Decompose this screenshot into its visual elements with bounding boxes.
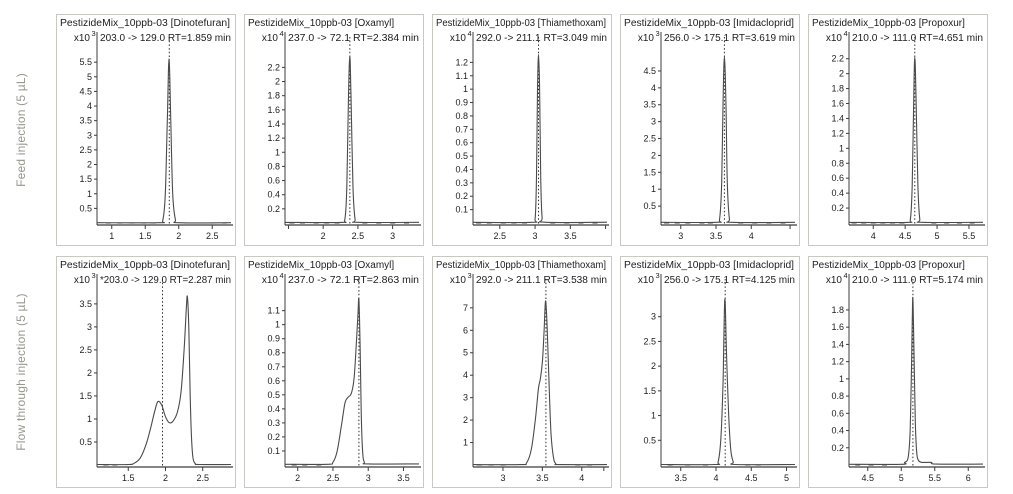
transition-rt-label: 256.0 -> 175.1 RT=4.125 min (664, 275, 795, 286)
x-tick-label: 4.5 (861, 473, 875, 483)
x-tick-label: 2 (176, 231, 182, 241)
y-tick-label: 1 (650, 184, 656, 195)
x-tick-label: 2.5 (326, 473, 340, 483)
chromatogram-plot (245, 15, 423, 245)
y-tick-label: 0.2 (455, 191, 468, 202)
y-tick-label: 0.4 (831, 188, 844, 199)
chromatogram-trace (661, 57, 795, 223)
y-tick-label: 0.1 (267, 445, 280, 456)
y-scale-exponent: 3 (655, 29, 660, 38)
y-tick-label: 0.8 (831, 391, 844, 402)
y-tick-label: 0.5 (643, 201, 656, 212)
y-scale-exponent: 3 (655, 271, 660, 280)
chromatogram-plot (621, 15, 799, 245)
y-tick-label: 2 (650, 150, 656, 161)
panel-title: PestizideMix_10ppb-03 [Propoxur] (812, 18, 965, 29)
y-tick-label: 2.2 (831, 53, 844, 64)
y-tick-label: 1.5 (643, 167, 656, 178)
y-tick-label: 0.2 (831, 442, 844, 453)
y-tick-label: 0.2 (267, 203, 280, 214)
y-scale-exponent: 4 (467, 29, 472, 38)
transition-rt-label: 237.0 -> 72.1 RT=2.384 min (288, 33, 419, 44)
chromatogram-panel-feed-thiamethoxam (432, 14, 612, 246)
y-tick-label: 1 (86, 188, 92, 199)
y-tick-label: 0.8 (455, 110, 468, 121)
y-tick-label: 0.8 (831, 158, 844, 169)
y-tick-label: 3 (650, 116, 656, 127)
y-tick-label: 0.9 (267, 333, 280, 344)
y-tick-label: 4 (650, 82, 656, 93)
x-tick-label: 5 (898, 473, 904, 483)
y-tick-label: 6 (462, 325, 468, 336)
x-tick-label: 2 (320, 231, 326, 241)
x-tick-label: 4 (870, 231, 876, 241)
x-tick-label: 5 (784, 473, 790, 483)
y-tick-label: 2 (462, 415, 468, 426)
y-tick-label: 2.5 (643, 336, 656, 347)
x-tick-label: 4 (713, 473, 719, 483)
chromatogram-plot (809, 15, 987, 245)
y-tick-label: 1 (462, 84, 468, 95)
y-tick-label: 3.5 (79, 298, 92, 309)
row-label-feed-injection: Feed injection (5 µL) (14, 73, 28, 187)
chromatogram-panel-feed-propoxur (808, 14, 988, 246)
y-scale-exponent: 3 (467, 271, 472, 280)
x-tick-label: 2 (295, 473, 301, 483)
y-tick-label: 2.5 (79, 144, 92, 155)
y-tick-label: 0.4 (831, 425, 844, 436)
y-scale-label: x10 (825, 33, 842, 44)
y-tick-label: 3 (650, 311, 656, 322)
y-tick-label: 3 (462, 392, 468, 403)
transition-rt-label: 210.0 -> 111.0 RT=5.174 min (852, 275, 983, 286)
y-scale-label: x10 (73, 33, 90, 44)
y-tick-label: 5 (462, 347, 468, 358)
y-tick-label: 7 (462, 302, 468, 313)
y-tick-label: 0.8 (267, 347, 280, 358)
y-scale-exponent: 4 (279, 29, 284, 38)
y-tick-label: 0.6 (267, 375, 280, 386)
x-tick-label: 1 (109, 231, 115, 241)
x-tick-label: 3 (365, 473, 371, 483)
y-tick-label: 1.8 (831, 83, 844, 94)
x-tick-label: 4 (748, 231, 754, 241)
y-tick-label: 0.5 (455, 151, 468, 162)
y-tick-label: 0.4 (267, 189, 280, 200)
y-tick-label: 0.7 (455, 124, 468, 135)
x-tick-label: 3.5 (397, 473, 410, 483)
chromatogram-panel-flow_through-imidacloprid (620, 256, 800, 488)
y-tick-label: 1.6 (267, 104, 280, 115)
transition-rt-label: 292.0 -> 211.1 RT=3.538 min (476, 275, 607, 286)
y-scale-exponent: 4 (279, 271, 284, 280)
y-tick-label: 0.5 (79, 436, 92, 447)
y-tick-label: 0.6 (267, 175, 280, 186)
y-tick-label: 1.8 (831, 304, 844, 315)
y-tick-label: 1 (838, 373, 844, 384)
panel-title: PestizideMix_10ppb-03 [Oxamyl] (248, 260, 395, 271)
chromatogram-trace (849, 297, 983, 464)
y-tick-label: 0.6 (831, 173, 844, 184)
y-tick-label: 1 (274, 319, 280, 330)
chromatogram-plot (245, 257, 423, 487)
panel-title: PestizideMix_10ppb-03 [Dinotefuran] (60, 18, 231, 29)
transition-rt-label: 203.0 -> 129.0 RT=1.859 min (100, 33, 231, 44)
y-tick-label: 0.8 (267, 161, 280, 172)
y-scale-label: x10 (261, 275, 278, 286)
y-tick-label: 0.6 (831, 408, 844, 419)
y-tick-label: 1.2 (267, 133, 280, 144)
x-tick-label: 4 (579, 473, 585, 483)
y-tick-label: 0.4 (267, 403, 280, 414)
chromatogram-plot (621, 257, 799, 487)
x-tick-label: 3.5 (564, 231, 577, 241)
y-tick-label: 3 (86, 321, 92, 332)
y-scale-exponent: 4 (843, 271, 848, 280)
y-tick-label: 1.5 (79, 174, 92, 185)
x-tick-label: 2.5 (196, 473, 209, 483)
y-tick-label: 1.4 (831, 113, 844, 124)
y-tick-label: 2 (86, 367, 92, 378)
chromatogram-plot (433, 257, 611, 487)
y-tick-label: 0.4 (455, 164, 468, 175)
chromatogram-panel-flow_through-dinotefuran (56, 256, 236, 488)
y-tick-label: 4 (462, 370, 468, 381)
y-scale-label: x10 (637, 33, 654, 44)
x-tick-label: 3 (532, 231, 538, 241)
y-tick-label: 0.2 (831, 203, 844, 214)
chromatogram-trace (849, 57, 983, 222)
y-tick-label: 4.5 (643, 65, 656, 76)
y-tick-label: 2 (650, 361, 656, 372)
y-tick-label: 1.2 (455, 57, 468, 68)
transition-rt-label: 237.0 -> 72.1 RT=2.863 min (288, 275, 419, 286)
x-tick-label: 2 (162, 473, 168, 483)
y-tick-label: 1.4 (267, 118, 280, 129)
y-tick-label: 3 (86, 130, 92, 141)
y-scale-label: x10 (637, 275, 654, 286)
y-tick-label: 0.5 (79, 203, 92, 214)
y-tick-label: 3.5 (643, 99, 656, 110)
y-scale-exponent: 4 (843, 29, 848, 38)
y-scale-exponent: 3 (91, 29, 96, 38)
panel-title: PestizideMix_10ppb-03 [Propoxur] (812, 260, 965, 271)
chromatogram-trace (661, 299, 795, 465)
chromatogram-plot (809, 257, 987, 487)
chromatogram-plot (57, 257, 235, 487)
chromatogram-panel-feed-dinotefuran (56, 14, 236, 246)
x-tick-label: 6 (965, 473, 971, 483)
x-tick-label: 5.5 (928, 473, 942, 483)
y-tick-label: 1.1 (267, 305, 280, 316)
transition-rt-label: *203.0 -> 129.0 RT=2.287 min (100, 275, 231, 286)
y-tick-label: 0.5 (267, 389, 280, 400)
y-tick-label: 0.3 (455, 177, 468, 188)
chromatogram-trace (97, 296, 231, 465)
chromatogram-panel-flow_through-propoxur (808, 256, 988, 488)
y-tick-label: 1.6 (831, 98, 844, 109)
x-tick-label: 3 (500, 473, 506, 483)
panel-title: PestizideMix_10ppb-03 [Thiamethoxam] (436, 18, 607, 29)
chromatogram-panel-flow_through-thiamethoxam (432, 256, 612, 488)
x-tick-label: 3.5 (536, 473, 549, 483)
panel-title: PestizideMix_10ppb-03 [Oxamyl] (248, 18, 395, 29)
y-tick-label: 2 (274, 76, 280, 87)
row-label-flow-through-injection: Flow through injection (5 µL) (14, 293, 28, 451)
x-tick-label: 2.5 (493, 231, 507, 241)
chromatogram-trace (473, 301, 607, 465)
y-tick-label: 1 (86, 413, 92, 424)
y-tick-label: 1.4 (831, 339, 844, 350)
x-tick-label: 2.5 (205, 231, 219, 241)
x-tick-label: 3 (390, 231, 396, 241)
chromatogram-plot (433, 15, 611, 245)
x-tick-label: 5.5 (962, 231, 976, 241)
x-tick-label: 3 (678, 231, 684, 241)
x-tick-label: 1.5 (122, 473, 135, 483)
y-tick-label: 0.3 (267, 417, 280, 428)
y-tick-label: 1 (274, 147, 280, 158)
y-tick-label: 2.2 (267, 62, 280, 73)
y-scale-label: x10 (73, 275, 90, 286)
transition-rt-label: 292.0 -> 211.1 RT=3.049 min (476, 33, 607, 44)
panel-title: PestizideMix_10ppb-03 [Dinotefuran] (60, 260, 231, 271)
chromatogram-panel-flow_through-oxamyl (244, 256, 424, 488)
y-tick-label: 3.5 (79, 115, 92, 126)
y-tick-label: 5.5 (79, 57, 92, 68)
chromatogram-panel-feed-imidacloprid (620, 14, 800, 246)
x-tick-label: 1.5 (138, 231, 152, 241)
y-tick-label: 1.5 (79, 390, 92, 401)
y-tick-label: 1.2 (831, 128, 844, 139)
y-tick-label: 1.2 (831, 356, 844, 367)
x-tick-label: 2.5 (351, 231, 365, 241)
y-tick-label: 1.5 (643, 385, 656, 396)
y-tick-label: 2 (838, 68, 844, 79)
chromatogram-trace (285, 298, 419, 464)
y-tick-label: 0.5 (643, 435, 656, 446)
y-tick-label: 2.5 (79, 344, 92, 355)
chromatogram-panel-feed-oxamyl (244, 14, 424, 246)
x-tick-label: 4.5 (898, 231, 912, 241)
y-tick-label: 2 (86, 159, 92, 170)
y-tick-label: 1.1 (455, 70, 468, 81)
y-scale-exponent: 3 (91, 271, 96, 280)
y-tick-label: 0.7 (267, 361, 280, 372)
panel-title: PestizideMix_10ppb-03 [Imidacloprid] (624, 260, 795, 271)
x-tick-label: 3.5 (709, 231, 723, 241)
chromatogram-trace (285, 56, 419, 222)
y-tick-label: 4.5 (79, 86, 92, 97)
x-tick-label: 5 (934, 231, 940, 241)
x-tick-label: 4.5 (745, 473, 758, 483)
x-tick-label: 3.5 (674, 473, 688, 483)
panel-title: PestizideMix_10ppb-03 [Thiamethoxam] (436, 260, 607, 271)
y-scale-label: x10 (261, 33, 278, 44)
y-tick-label: 1 (650, 410, 656, 421)
transition-rt-label: 210.0 -> 111.0 RT=4.651 min (852, 33, 983, 44)
chromatogram-trace (97, 59, 231, 223)
chromatogram-plot (57, 15, 235, 245)
y-tick-label: 1 (838, 143, 844, 154)
y-scale-label: x10 (449, 33, 466, 44)
y-tick-label: 0.1 (455, 204, 468, 215)
transition-rt-label: 256.0 -> 175.1 RT=3.619 min (664, 33, 795, 44)
y-tick-label: 4 (86, 101, 92, 112)
y-scale-label: x10 (825, 275, 842, 286)
y-scale-label: x10 (449, 275, 466, 286)
chromatogram-trace (473, 54, 607, 222)
panel-title: PestizideMix_10ppb-03 [Imidacloprid] (624, 18, 795, 29)
y-tick-label: 0.6 (455, 137, 468, 148)
y-tick-label: 1.6 (831, 322, 844, 333)
y-tick-label: 1 (462, 437, 468, 448)
y-tick-label: 0.2 (267, 431, 280, 442)
y-tick-label: 1.8 (267, 90, 280, 101)
y-tick-label: 5 (86, 71, 92, 82)
y-tick-label: 0.9 (455, 97, 468, 108)
y-tick-label: 2.5 (643, 133, 656, 144)
